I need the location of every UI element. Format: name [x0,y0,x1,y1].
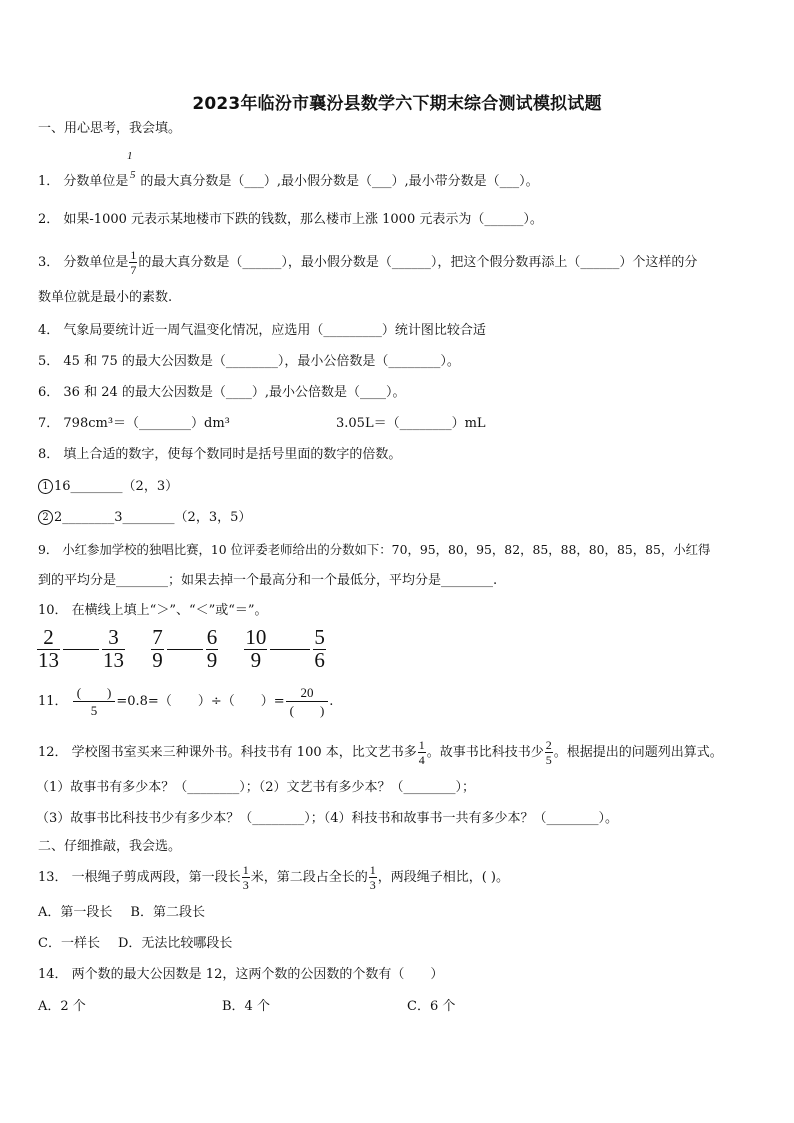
question-6: 6． 36 和 24 的最大公因数是（____）,最小公倍数是（____）。 [38,385,406,400]
q12-sub-1-2: （1）故事书有多少本？（________）；（2）文艺书有多少本？（________）； [36,780,476,795]
q13-option-d[interactable]: D．无法比较哪段长 [117,936,233,951]
q1-fraction-numerator: 1 [127,150,133,162]
q8-item-1 [38,479,764,495]
q1-fraction-denominator: 5 [130,169,136,181]
question-2: 2． 如果-1000 元表示某地楼市下跌的钱数，那么楼市上涨 1000 元表示为（______）。 [38,212,543,227]
question-3-continued: 数单位就是最小的素数. [38,290,173,305]
q11-middle: =0.8=（ ）÷（ ）= [116,694,285,709]
q13-fraction-1: $\frac{1}{3}$ [242,863,249,892]
q10-pair1-right: $\frac{3}{13}$ [103,625,124,672]
q13-options-ab [38,905,764,921]
question-4: 4． 气象局要统计近一周气温变化情况，应选用（_________）统计图比较合适 [38,323,486,338]
q1-text-a: 1． 分数单位是 [38,174,129,189]
q11-end: . [329,694,334,709]
q3-fraction-denominator: 7 [130,263,137,277]
section-2-heading: 二、仔细推敲，我会选。 [38,839,182,854]
q10-pair3-right: $\frac{5}{6}$ [314,625,325,672]
q12-sub-3-4: （3）故事书比科技书少有多少本？（________）；（4）科技书和故事书一共有多少本？（________）。 [36,811,619,826]
q7-part-a: 7． 798cm³＝（________）dm³ [38,416,230,431]
section-1-heading: 一、用心思考，我会填。 [38,121,182,136]
question-8: 8． 填上合适的数字，使每个数同时是括号里面的数字的倍数。 [38,447,402,462]
question-12 [38,734,764,772]
q10-pair1-blank[interactable] [63,649,99,650]
q14-option-c[interactable]: C．6 个 [407,999,456,1014]
q13-text-b: 米，第二段占全长的 [250,870,368,885]
q10-pair2-blank[interactable] [167,649,203,650]
q13-text-a: 13． 一根绳子剪成两段，第一段长 [38,870,241,885]
q13-options-cd [38,936,764,952]
question-1 [38,174,764,190]
q13-option-c[interactable]: C．一样长 [38,936,100,951]
q14-option-a[interactable]: A．2 个 [38,999,86,1014]
q13-fraction-2: $\frac{1}{3}$ [369,863,376,892]
q8-item-1-text: 16________（2，3） [54,479,179,494]
q10-pair2-right: $\frac{6}{9}$ [206,625,218,672]
q8-item-2 [38,510,764,526]
q8-item-2-text: 2________3________（2，3，5） [54,510,252,525]
q10-pair3-blank[interactable] [270,649,310,650]
page-title: 2023年临汾市襄汾县数学六下期末综合测试模拟试题 [192,94,602,114]
q13-option-b[interactable]: B．第二段长 [130,905,205,920]
q10-pair2-left: $\frac{7}{9}$ [152,625,163,672]
question-5: 5． 45 和 75 的最大公因数是（________），最小公倍数是（________）。 [38,354,460,369]
q14-option-b[interactable]: B．4 个 [222,999,270,1014]
q11-fraction-left: $\frac{( )}{5}$ [73,684,116,719]
q3-fraction [129,248,137,277]
q8-item-2-marker: 2 [38,510,53,525]
q12-fraction-2: $\frac{2}{5}$ [545,738,552,767]
question-14: 14． 两个数的最大公因数是 12，这两个数的公因数的个数有（ ） [38,967,444,982]
q3-fraction-numerator: 1 [130,248,137,262]
question-9-continued: 到的平均分是________；如果去掉一个最高分和一个最低分，平均分是________. [38,573,498,588]
q13-option-a[interactable]: A．第一段长 [38,905,113,920]
question-13 [38,860,764,896]
question-9: 9． 小红参加学校的独唱比赛，10 位评委老师给出的分数如下：70，95，80，95，82，85，88，80，85，85，小红得 [38,542,711,557]
q12-text-a: 12． 学校图书室买来三种课外书。科技书有 100 本，比文艺书多 [38,745,417,760]
q7-part-b: 3.05L＝（________）mL [336,416,486,431]
q1-text-b: 的最大真分数是（___）,最小假分数是（___）,最小带分数是（___）。 [140,174,539,189]
q10-pair1-left: $\frac{2}{13}$ [38,625,59,672]
question-10: 10． 在横线上填上“＞”、“＜”或“＝”。 [38,603,268,618]
q10-comparisons [36,627,327,671]
q11-label: 11． [38,694,68,709]
q12-fraction-1: $\frac{1}{4}$ [418,738,425,767]
q11-fraction-right: $\frac{20}{( )}$ [286,684,329,719]
question-7 [38,416,764,432]
q3-text-a: 3． 分数单位是 [38,255,129,270]
q12-text-c: 。根据提出的问题列出算式。 [553,745,723,760]
q3-text-b: 的最大真分数是（______），最小假分数是（______），把这个假分数再添上（______）个这样的分 [138,255,698,270]
q12-text-b: 。故事书比科技书少 [426,745,544,760]
question-11 [38,680,764,724]
q8-item-1-marker: 1 [38,479,53,494]
q10-pair3-left: $\frac{10}{9}$ [245,625,267,672]
q13-text-c: ，两段绳子相比，( )。 [377,870,509,885]
question-3 [38,246,764,280]
